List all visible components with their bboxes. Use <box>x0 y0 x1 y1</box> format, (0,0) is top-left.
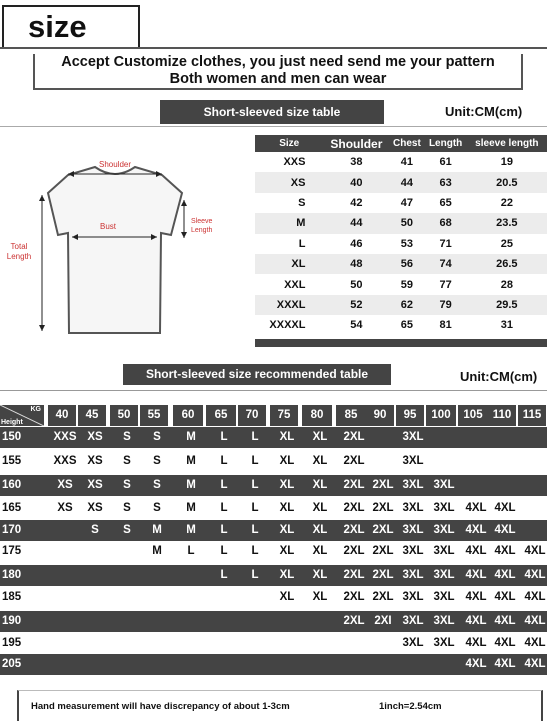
recommended-size-cell: XL <box>279 524 295 536</box>
intro-line-2: Both women and men can wear <box>169 71 387 87</box>
recommended-size-cell: 4XL <box>524 637 546 649</box>
size-cell: 74 <box>425 254 467 274</box>
recommended-row <box>0 633 547 654</box>
recommended-table-title: Short-sleeved size recommended table <box>123 364 391 385</box>
recommended-size-cell: XL <box>312 431 328 443</box>
recommended-size-cell: 2XL <box>372 569 394 581</box>
recommended-size-cell: M <box>186 455 196 467</box>
recommended-size-cell: 4XL <box>465 545 487 557</box>
sleeve-label-2: Length <box>191 227 213 234</box>
size-cell: 23.5 <box>467 213 547 233</box>
recommended-size-cell: XL <box>312 545 328 557</box>
recommended-size-cell: XL <box>279 455 295 467</box>
recommended-size-cell: XL <box>312 569 328 581</box>
recommended-size-cell: XL <box>312 479 328 491</box>
size-row <box>255 274 547 294</box>
size-table-bottom-bar <box>255 339 547 347</box>
weight-header: 90 <box>366 405 394 426</box>
recommended-size-cell: L <box>251 502 259 514</box>
height-value: 180 <box>2 569 22 581</box>
size-cell: 47 <box>389 193 424 213</box>
height-value: 190 <box>2 615 22 627</box>
recommended-size-cell: 2XI <box>374 615 392 627</box>
size-cell: 65 <box>425 193 467 213</box>
recommended-size-cell: 4XL <box>465 569 487 581</box>
recommended-size-cell: 2XL <box>372 524 394 536</box>
recommended-size-cell: 3XL <box>402 431 424 443</box>
recommended-size-cell: S <box>91 524 99 536</box>
recommended-size-cell: XS <box>57 479 73 491</box>
size-cell: 63 <box>425 172 467 192</box>
recommended-size-cell: 4XL <box>494 569 516 581</box>
recommended-size-cell: S <box>153 455 161 467</box>
size-cell: 26.5 <box>467 254 547 274</box>
section-divider <box>0 126 547 127</box>
size-col-header: Shoulder <box>323 135 389 152</box>
recommended-size-cell: 3XL <box>402 615 424 627</box>
size-col-header: sleeve length <box>467 135 547 152</box>
size-cell: 44 <box>323 213 389 233</box>
size-row <box>255 193 547 213</box>
recommended-size-cell: L <box>187 545 195 557</box>
recommended-size-cell: L <box>251 524 259 536</box>
size-cell: 31 <box>467 315 547 335</box>
shoulder-label: Shoulder <box>98 160 132 169</box>
size-cell: 22 <box>467 193 547 213</box>
size-cell: L <box>255 234 323 254</box>
size-cell: 48 <box>323 254 389 274</box>
recommended-size-cell: 4XL <box>494 615 516 627</box>
recommended-size-cell: 4XL <box>465 524 487 536</box>
height-value: 175 <box>2 545 22 557</box>
inch-conversion: 1inch=2.54cm <box>379 701 442 712</box>
size-cell: 54 <box>323 315 389 335</box>
recommended-size-cell: S <box>123 431 131 443</box>
size-cell: XS <box>255 172 323 192</box>
recommended-size-cell: 3XL <box>402 502 424 514</box>
recommended-size-cell: 2XL <box>343 431 365 443</box>
size-cell: XL <box>255 254 323 274</box>
height-value: 205 <box>2 658 22 670</box>
recommended-size-cell: S <box>123 455 131 467</box>
recommended-size-cell: XL <box>312 455 328 467</box>
recommended-size-cell: XS <box>87 502 103 514</box>
recommended-size-cell: XL <box>279 431 295 443</box>
recommended-size-cell: 3XL <box>433 591 455 603</box>
recommended-size-cell: 2XL <box>343 524 365 536</box>
size-cell: 25 <box>467 234 547 254</box>
size-cell: XXS <box>255 152 323 172</box>
recommended-size-cell: 4XL <box>524 591 546 603</box>
recommended-size-cell: 4XL <box>524 569 546 581</box>
recommended-size-cell: L <box>220 455 228 467</box>
recommended-size-cell: 3XL <box>433 479 455 491</box>
size-cell: 50 <box>323 274 389 294</box>
recommended-size-cell: L <box>251 569 259 581</box>
size-cell: 62 <box>389 295 424 315</box>
recommended-header-row <box>0 405 547 426</box>
sleeve-label-1: Sleeve <box>191 218 213 225</box>
weight-header: 50 <box>110 405 138 426</box>
recommended-row <box>0 611 547 632</box>
recommended-size-cell: 3XL <box>433 569 455 581</box>
size-cell: 38 <box>323 152 389 172</box>
recommended-row <box>0 427 547 448</box>
recommended-size-cell: 3XL <box>433 615 455 627</box>
recommended-size-cell: L <box>220 524 228 536</box>
size-row <box>255 213 547 233</box>
recommended-size-cell: XL <box>279 591 295 603</box>
height-label: Height <box>1 419 23 426</box>
recommended-size-cell: 4XL <box>524 658 546 670</box>
recommended-size-cell: M <box>186 479 196 491</box>
recommended-size-cell: XL <box>312 524 328 536</box>
size-table-title: Short-sleeved size table <box>160 100 384 124</box>
page-title: size <box>2 5 140 47</box>
recommended-size-cell: XL <box>279 569 295 581</box>
recommended-row <box>0 541 547 562</box>
recommended-size-cell: 3XL <box>402 637 424 649</box>
recommended-size-cell: L <box>251 431 259 443</box>
size-col-header: Length <box>425 135 467 152</box>
size-cell: 29.5 <box>467 295 547 315</box>
recommended-size-cell: 3XL <box>433 524 455 536</box>
weight-header: 40 <box>48 405 76 426</box>
intro-line-1: Accept Customize clothes, you just need send me your pattern <box>61 54 495 70</box>
recommended-size-cell: XS <box>87 431 103 443</box>
recommended-size-cell: L <box>220 431 228 443</box>
weight-header: 60 <box>173 405 203 426</box>
recommended-size-cell: M <box>152 524 162 536</box>
recommended-size-cell: 2XL <box>343 502 365 514</box>
recommended-size-cell: 2XL <box>343 479 365 491</box>
size-col-header: Chest <box>389 135 424 152</box>
recommended-size-cell: S <box>123 524 131 536</box>
recommended-size-cell: 2XL <box>343 591 365 603</box>
recommended-size-cell: 3XL <box>402 455 424 467</box>
weight-header: 80 <box>302 405 332 426</box>
size-row <box>255 254 547 274</box>
intro-box <box>33 54 523 90</box>
recommended-size-cell: L <box>251 479 259 491</box>
recommended-size-cell: S <box>123 502 131 514</box>
weight-header: 85 <box>336 405 366 426</box>
total-length-label-1: Total <box>10 242 28 251</box>
recommended-size-cell: S <box>153 502 161 514</box>
total-length-label-2: Length <box>6 252 32 261</box>
recommended-table-unit: Unit:CM(cm) <box>460 369 538 384</box>
recommended-size-cell: 4XL <box>494 591 516 603</box>
size-cell: 81 <box>425 315 467 335</box>
recommended-size-cell: XS <box>87 479 103 491</box>
size-cell: 20.5 <box>467 172 547 192</box>
weight-header: 95 <box>396 405 424 426</box>
bust-label: Bust <box>99 222 117 231</box>
recommended-size-cell: 3XL <box>433 545 455 557</box>
recommended-size-cell: L <box>220 479 228 491</box>
recommended-size-cell: 2XL <box>372 502 394 514</box>
recommended-size-cell: XL <box>279 479 295 491</box>
size-row <box>255 234 547 254</box>
recommended-size-cell: 4XL <box>494 502 516 514</box>
size-row <box>255 152 547 172</box>
weight-header: 75 <box>270 405 298 426</box>
height-value: 150 <box>2 431 22 443</box>
recommended-size-cell: 2XL <box>372 591 394 603</box>
recommended-size-cell: 2XL <box>343 615 365 627</box>
recommended-size-cell: S <box>123 479 131 491</box>
size-cell: 79 <box>425 295 467 315</box>
weight-header: 100 <box>426 405 456 426</box>
size-cell: 44 <box>389 172 424 192</box>
size-row <box>255 315 547 335</box>
recommended-size-cell: 4XL <box>465 502 487 514</box>
size-table-unit: Unit:CM(cm) <box>445 104 523 119</box>
size-cell: XXL <box>255 274 323 294</box>
height-value: 165 <box>2 502 22 514</box>
weight-header: 115 <box>518 405 546 426</box>
size-cell: 42 <box>323 193 389 213</box>
footer-box <box>17 690 543 721</box>
size-cell: 41 <box>389 152 424 172</box>
recommended-size-cell: 4XL <box>494 545 516 557</box>
weight-header: 55 <box>140 405 168 426</box>
recommended-size-cell: 4XL <box>494 658 516 670</box>
size-row <box>255 295 547 315</box>
size-cell: 65 <box>389 315 424 335</box>
recommended-size-cell: 4XL <box>494 524 516 536</box>
recommended-row <box>0 565 547 586</box>
height-value: 170 <box>2 524 22 536</box>
recommended-size-cell: L <box>251 455 259 467</box>
recommended-size-cell: M <box>152 545 162 557</box>
height-value: 155 <box>2 455 22 467</box>
recommended-size-cell: XS <box>87 455 103 467</box>
recommended-size-cell: S <box>153 431 161 443</box>
recommended-size-cell: 4XL <box>465 658 487 670</box>
recommended-row <box>0 520 547 541</box>
recommended-size-cell: 3XL <box>402 545 424 557</box>
size-cell: 19 <box>467 152 547 172</box>
recommended-size-cell: 2XL <box>343 545 365 557</box>
weight-header: 65 <box>206 405 236 426</box>
weight-header: 105 <box>458 405 488 426</box>
recommended-row <box>0 451 547 472</box>
recommended-row <box>0 475 547 496</box>
weight-header: 110 <box>488 405 516 426</box>
recommended-size-cell: 2XL <box>372 479 394 491</box>
recommended-size-cell: 3XL <box>433 502 455 514</box>
recommended-size-cell: XS <box>57 502 73 514</box>
recommended-size-cell: 3XL <box>402 479 424 491</box>
size-row <box>255 172 547 192</box>
size-cell: XXXXL <box>255 315 323 335</box>
recommended-size-cell: M <box>186 524 196 536</box>
size-cell: S <box>255 193 323 213</box>
recommended-size-cell: L <box>220 545 228 557</box>
size-table <box>255 135 547 336</box>
height-value: 160 <box>2 479 22 491</box>
weight-header: 70 <box>238 405 266 426</box>
recommended-size-cell: 4XL <box>524 615 546 627</box>
recommended-size-cell: XXS <box>53 431 77 443</box>
height-value: 185 <box>2 591 22 603</box>
recommended-size-cell: 3XL <box>402 569 424 581</box>
recommended-size-cell: 4XL <box>465 615 487 627</box>
header-rule <box>0 47 547 49</box>
size-cell: 77 <box>425 274 467 294</box>
recommended-size-cell: 3XL <box>402 591 424 603</box>
tshirt-outline-icon <box>48 167 182 333</box>
kg-label: KG <box>30 406 41 413</box>
size-cell: 68 <box>425 213 467 233</box>
size-cell: 50 <box>389 213 424 233</box>
size-cell: 61 <box>425 152 467 172</box>
recommended-size-cell: 2XL <box>343 455 365 467</box>
section-divider-2 <box>0 390 547 391</box>
recommended-size-cell: 3XL <box>402 524 424 536</box>
recommended-size-cell: M <box>186 502 196 514</box>
size-cell: 52 <box>323 295 389 315</box>
tshirt-diagram <box>0 145 230 345</box>
size-cell: 59 <box>389 274 424 294</box>
size-cell: 46 <box>323 234 389 254</box>
recommended-row <box>0 654 547 675</box>
size-cell: 71 <box>425 234 467 254</box>
recommended-size-cell: 2XL <box>343 569 365 581</box>
size-cell: 56 <box>389 254 424 274</box>
size-cell: 53 <box>389 234 424 254</box>
recommended-size-cell: 4XL <box>465 637 487 649</box>
recommended-size-cell: XXS <box>53 455 77 467</box>
recommended-size-cell: 2XL <box>372 545 394 557</box>
recommended-size-cell: XL <box>312 502 328 514</box>
size-cell: M <box>255 213 323 233</box>
recommended-size-cell: L <box>251 545 259 557</box>
recommended-size-cell: M <box>186 431 196 443</box>
recommended-size-cell: L <box>220 502 228 514</box>
weight-header: 45 <box>78 405 106 426</box>
kg-height-corner <box>0 405 44 426</box>
recommended-size-cell: XL <box>279 502 295 514</box>
recommended-size-cell: S <box>153 479 161 491</box>
measurement-note: Hand measurement will have discrepancy of about 1-3cm <box>31 701 290 712</box>
size-cell: 40 <box>323 172 389 192</box>
recommended-row <box>0 587 547 608</box>
recommended-size-cell: 3XL <box>433 637 455 649</box>
height-value: 195 <box>2 637 22 649</box>
size-cell: 28 <box>467 274 547 294</box>
recommended-size-cell: L <box>220 569 228 581</box>
recommended-row <box>0 498 547 519</box>
recommended-size-cell: XL <box>312 591 328 603</box>
recommended-size-cell: 4XL <box>465 591 487 603</box>
size-col-header: Size <box>255 135 323 152</box>
size-cell: XXXL <box>255 295 323 315</box>
recommended-size-cell: 4XL <box>524 545 546 557</box>
recommended-size-cell: 4XL <box>494 637 516 649</box>
recommended-size-cell: XL <box>279 545 295 557</box>
